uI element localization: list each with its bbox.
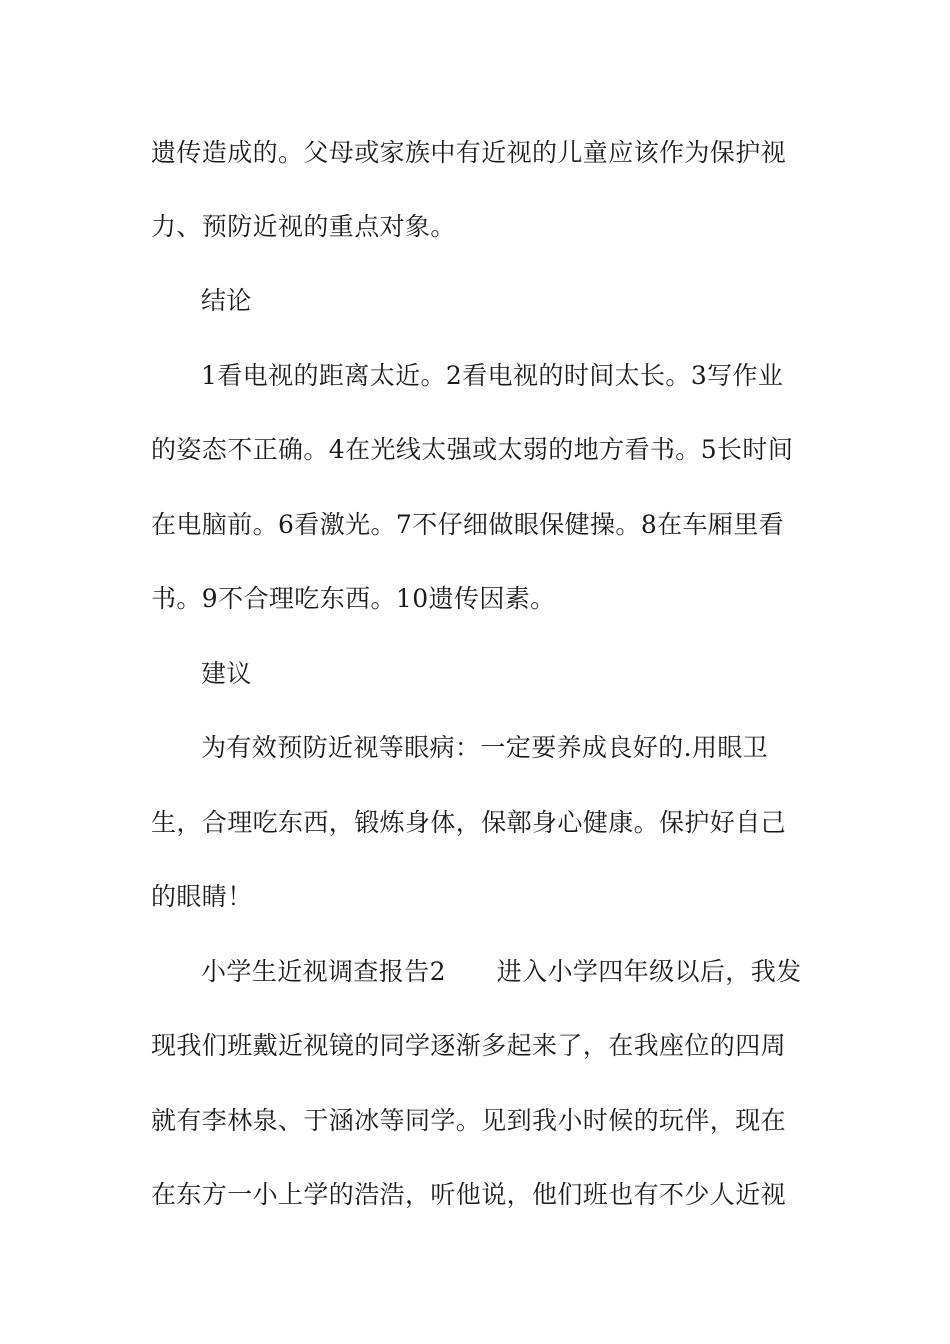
report-title-line: 小学生近视调查报告2 进入小学四年级以后，我发 (201, 957, 802, 986)
paragraph-line: 生，合理吃东西，锻炼身体，保鄣身心健康。保护好自己 (151, 808, 787, 837)
paragraph-line: 的姿态不正确。4在光线太强或太弱的地方看书。5长时间 (151, 435, 794, 464)
paragraph-line: 在东方一小上学的浩浩，听他说，他们班也有不少人近视 (151, 1180, 787, 1209)
paragraph-line: 在电脑前。6看激光。7不仔细做眼保健操。8在车厢里看 (151, 510, 785, 539)
paragraph-line: 的眼睛！ (151, 882, 253, 911)
paragraph-line: 遗传造成的。父母或家族中有近视的儿童应该作为保护视 (151, 138, 787, 167)
section-heading-conclusion: 结论 (201, 286, 252, 315)
paragraph-line: 书。9不合理吃东西。10遗传因素。 (151, 584, 556, 613)
paragraph-line: 现我们班戴近视镜的同学逐渐多起来了，在我座位的四周 (151, 1031, 787, 1060)
paragraph-line: 为有效预防近视等眼病：一定要养成良好的.用眼卫 (201, 733, 769, 762)
paragraph-line: 1看电视的距离太近。2看电视的时间太长。3写作业 (201, 361, 784, 390)
paragraph-line: 力、预防近视的重点对象。 (151, 212, 456, 241)
paragraph-line: 就有李林泉、于涵冰等同学。见到我小时候的玩伴，现在 (151, 1106, 787, 1135)
section-heading-suggestion: 建议 (201, 659, 252, 688)
